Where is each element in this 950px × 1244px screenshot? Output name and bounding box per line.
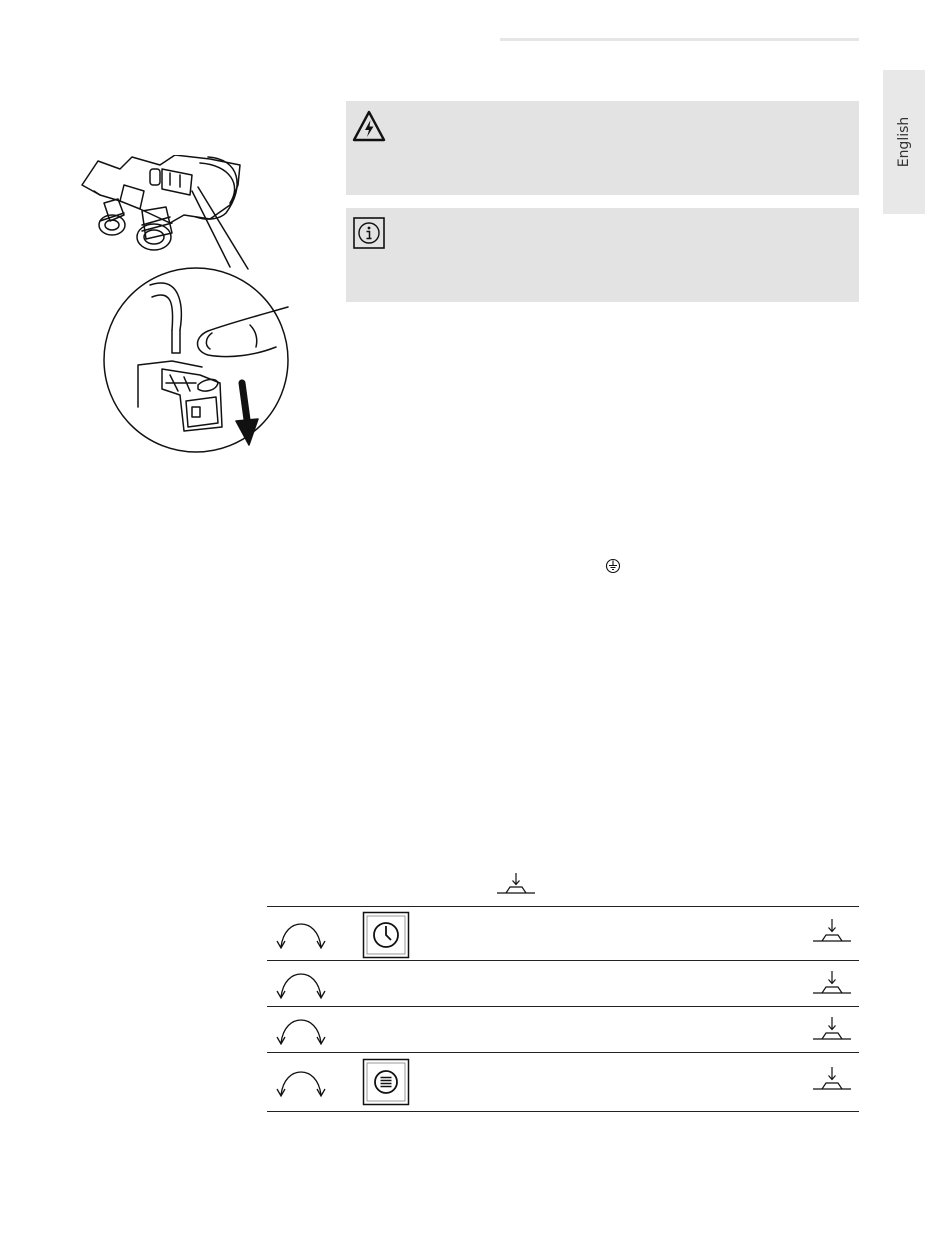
clock-menu-icon[interactable] [362,911,410,959]
list-menu-icon[interactable] [362,1058,410,1106]
press-button-icon [811,917,853,947]
turn-knob-icon [272,1069,330,1099]
turn-knob-icon [272,971,330,1001]
info-notice [346,208,859,302]
warning-notice [346,101,859,195]
header-rule [500,38,859,41]
press-button-icon [494,872,538,898]
language-tab-label: English [896,116,912,168]
info-icon [352,216,386,250]
electrical-hazard-icon [352,109,386,143]
language-tab[interactable] [883,70,925,214]
press-button-icon [811,1065,853,1095]
operation-steps-table [267,906,859,1112]
press-button-icon [811,1015,853,1045]
table-row [267,906,859,960]
table-row [267,1052,859,1112]
cable-terminal-release-illustration [80,155,325,463]
table-row [267,960,859,1006]
protective-earth-icon [605,558,621,574]
turn-knob-icon [272,1017,330,1047]
table-row [267,1006,859,1052]
turn-knob-icon [272,921,330,951]
press-button-icon [811,969,853,999]
